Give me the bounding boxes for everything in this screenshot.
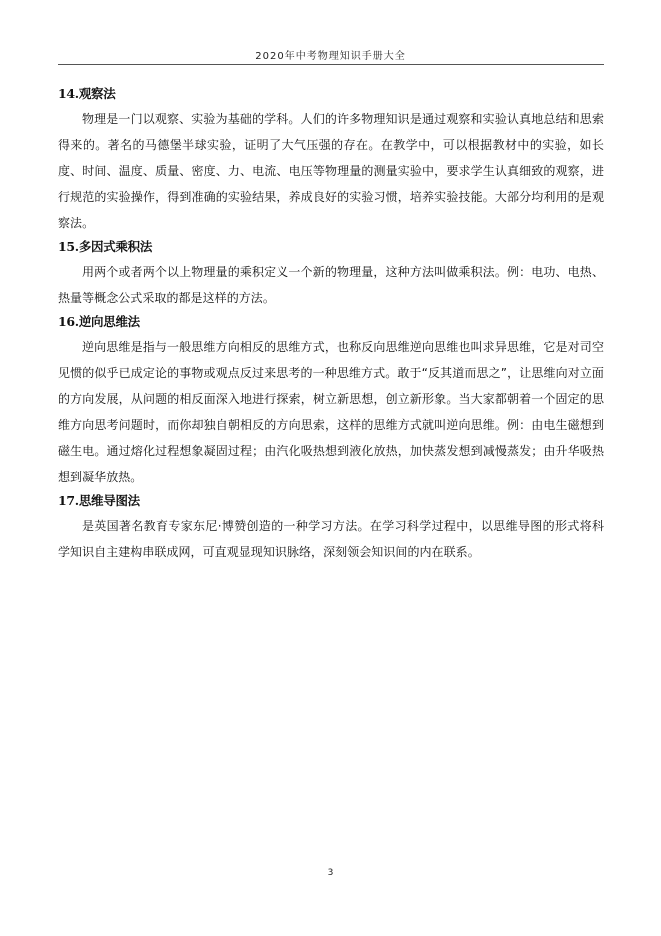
section-mind-map-method: [58, 491, 604, 565]
section-reverse-thinking: [58, 312, 604, 490]
section-paragraph: 用两个或者两个以上物理量的乘积定义一个新的物理量，这种方法叫做乘积法。例：电功、电热、热量等概念公式采取的都是这样的方法。: [58, 265, 604, 305]
section-product-method: [58, 237, 604, 311]
document-body: [58, 84, 604, 566]
section-observation-method: [58, 84, 604, 236]
page-number: 3: [327, 868, 334, 878]
section-paragraph: 逆向思维是指与一般思维方向相反的思维方式，也称反向思维逆向思维也叫求异思维，它是对司空见惯的似乎已成定论的事物或观点反过来思考的一种思维方式。敢于“反其道而思之”，让思维向对立面的方向发展，从问题的相反面深入地进行探索，树立新思想，创立新形象。当大家都朝着一个固定的思维方向思考问题时，而你却独自朝相反的方向思索，这样的思维方式就叫逆向思维。例：由电生磁想到磁生电。通过熔化过程想象凝固过程；由汽化吸热想到液化放热，加快蒸发想到减慢蒸发；由升华吸热想到凝华放热。: [58, 340, 604, 484]
header-divider: [58, 64, 604, 65]
section-title: 16.逆向思维法: [58, 314, 140, 329]
section-title: 17.思维导图法: [58, 493, 140, 508]
section-paragraph: 是英国著名教育专家东尼·博赞创造的一种学习方法。在学习科学过程中，以思维导图的形式将科学知识自主建构串联成网，可直观显现知识脉络，深刻领会知识间的内在联系。: [58, 519, 604, 559]
page-header: 2020年中考物理知识手册大全: [255, 51, 406, 62]
section-paragraph: 物理是一门以观察、实验为基础的学科。人们的许多物理知识是通过观察和实验认真地总结和思索得来的。著名的马德堡半球实验，证明了大气压强的存在。在教学中，可以根据教材中的实验，如长度、时间、温度、质量、密度、力、电流、电压等物理量的测量实验中，要求学生认真细致的观察，进行规范的实验操作，得到准确的实验结果，养成良好的实验习惯，培养实验技能。大部分均利用的是观察法。: [58, 112, 604, 230]
section-title: 14.观察法: [58, 86, 116, 101]
section-title: 15.多因式乘积法: [58, 239, 153, 254]
